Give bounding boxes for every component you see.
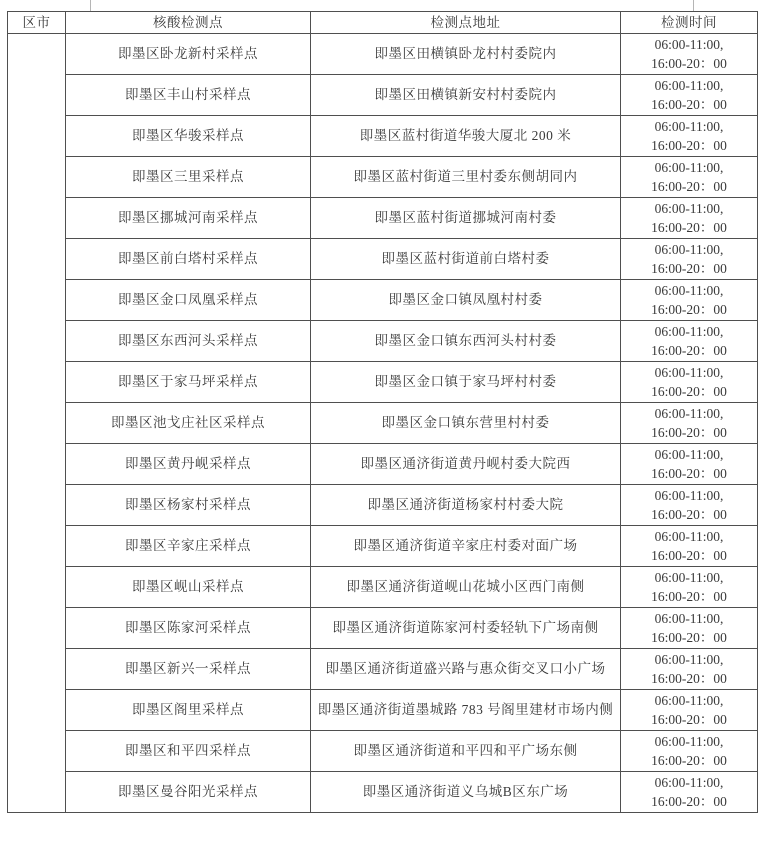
table-row <box>8 444 758 485</box>
site-cell: 即墨区东西河头采样点 <box>66 321 311 362</box>
time-line-2: 16:00-20：00 <box>651 220 727 235</box>
time-cell <box>621 198 758 239</box>
address-cell: 即墨区蓝村街道华骏大厦北 200 米 <box>311 116 621 157</box>
time-line-1: 06:00-11:00, <box>654 283 724 298</box>
time-line-1: 06:00-11:00, <box>654 529 724 544</box>
table-row <box>8 239 758 280</box>
address-cell: 即墨区金口镇东西河头村村委 <box>311 321 621 362</box>
table-row <box>8 485 758 526</box>
table-row <box>8 362 758 403</box>
site-cell: 即墨区金口凤凰采样点 <box>66 280 311 321</box>
site-cell: 即墨区阁里采样点 <box>66 690 311 731</box>
site-cell: 即墨区三里采样点 <box>66 157 311 198</box>
time-line-1: 06:00-11:00, <box>654 611 724 626</box>
address-cell: 即墨区蓝村街道挪城河南村委 <box>311 198 621 239</box>
testing-sites-table-wrapper <box>7 11 758 813</box>
time-line-1: 06:00-11:00, <box>654 570 724 585</box>
address-cell: 即墨区通济街道岘山花城小区西门南侧 <box>311 567 621 608</box>
table-row <box>8 198 758 239</box>
time-cell <box>621 731 758 772</box>
table-row <box>8 731 758 772</box>
site-cell: 即墨区杨家村采样点 <box>66 485 311 526</box>
address-cell: 即墨区通济街道和平四和平广场东侧 <box>311 731 621 772</box>
time-cell <box>621 362 758 403</box>
table-row <box>8 526 758 567</box>
address-cell: 即墨区通济街道墨城路 783 号阁里建材市场内侧 <box>311 690 621 731</box>
time-cell <box>621 239 758 280</box>
time-line-2: 16:00-20：00 <box>651 753 727 768</box>
table-body <box>8 34 758 813</box>
table-row <box>8 34 758 75</box>
table-row <box>8 649 758 690</box>
time-line-2: 16:00-20：00 <box>651 671 727 686</box>
time-cell <box>621 485 758 526</box>
time-cell <box>621 772 758 813</box>
time-line-1: 06:00-11:00, <box>654 406 724 421</box>
address-cell: 即墨区田横镇新安村村委院内 <box>311 75 621 116</box>
address-cell: 即墨区蓝村街道三里村委东侧胡同内 <box>311 157 621 198</box>
testing-sites-table <box>7 11 758 813</box>
site-cell: 即墨区陈家河采样点 <box>66 608 311 649</box>
time-line-2: 16:00-20：00 <box>651 589 727 604</box>
time-line-1: 06:00-11:00, <box>654 119 724 134</box>
time-line-2: 16:00-20：00 <box>651 466 727 481</box>
address-cell: 即墨区通济街道杨家村村委大院 <box>311 485 621 526</box>
time-cell <box>621 444 758 485</box>
time-line-2: 16:00-20：00 <box>651 425 727 440</box>
site-cell: 即墨区卧龙新村采样点 <box>66 34 311 75</box>
address-cell: 即墨区蓝村街道前白塔村委 <box>311 239 621 280</box>
table-row <box>8 157 758 198</box>
site-cell: 即墨区挪城河南采样点 <box>66 198 311 239</box>
time-line-1: 06:00-11:00, <box>654 201 724 216</box>
time-line-1: 06:00-11:00, <box>654 652 724 667</box>
address-cell: 即墨区金口镇东营里村村委 <box>311 403 621 444</box>
time-line-1: 06:00-11:00, <box>654 693 724 708</box>
site-cell: 即墨区曼谷阳光采样点 <box>66 772 311 813</box>
time-line-1: 06:00-11:00, <box>654 447 724 462</box>
header-district: 区市 <box>8 12 66 34</box>
table-row <box>8 321 758 362</box>
time-line-2: 16:00-20：00 <box>651 302 727 317</box>
time-cell <box>621 403 758 444</box>
table-row <box>8 690 758 731</box>
time-line-2: 16:00-20：00 <box>651 507 727 522</box>
site-cell: 即墨区丰山村采样点 <box>66 75 311 116</box>
time-line-2: 16:00-20：00 <box>651 179 727 194</box>
address-cell: 即墨区通济街道盛兴路与惠众街交叉口小广场 <box>311 649 621 690</box>
time-line-1: 06:00-11:00, <box>654 78 724 93</box>
table-row <box>8 608 758 649</box>
time-line-2: 16:00-20：00 <box>651 97 727 112</box>
time-line-2: 16:00-20：00 <box>651 548 727 563</box>
time-line-1: 06:00-11:00, <box>654 160 724 175</box>
time-line-2: 16:00-20：00 <box>651 343 727 358</box>
address-cell: 即墨区通济街道义乌城B区东广场 <box>311 772 621 813</box>
table-header <box>8 12 758 34</box>
time-cell <box>621 116 758 157</box>
time-cell <box>621 157 758 198</box>
time-cell <box>621 280 758 321</box>
time-line-1: 06:00-11:00, <box>654 365 724 380</box>
table-row <box>8 567 758 608</box>
time-cell <box>621 690 758 731</box>
address-cell: 即墨区田横镇卧龙村村委院内 <box>311 34 621 75</box>
time-line-2: 16:00-20：00 <box>651 384 727 399</box>
table-row <box>8 116 758 157</box>
table-row <box>8 75 758 116</box>
time-cell <box>621 34 758 75</box>
site-cell: 即墨区岘山采样点 <box>66 567 311 608</box>
time-cell <box>621 649 758 690</box>
time-cell <box>621 526 758 567</box>
address-cell: 即墨区通济街道黄丹岘村委大院西 <box>311 444 621 485</box>
table-row <box>8 403 758 444</box>
address-cell: 即墨区通济街道辛家庄村委对面广场 <box>311 526 621 567</box>
table-row <box>8 772 758 813</box>
site-cell: 即墨区辛家庄采样点 <box>66 526 311 567</box>
site-cell: 即墨区于家马坪采样点 <box>66 362 311 403</box>
address-cell: 即墨区通济街道陈家河村委轻轨下广场南侧 <box>311 608 621 649</box>
district-cell <box>8 34 66 813</box>
time-cell <box>621 321 758 362</box>
header-address: 检测点地址 <box>311 12 621 34</box>
table-row <box>8 280 758 321</box>
site-cell: 即墨区池戈庄社区采样点 <box>66 403 311 444</box>
time-cell <box>621 608 758 649</box>
time-line-1: 06:00-11:00, <box>654 324 724 339</box>
header-row <box>8 12 758 34</box>
time-cell <box>621 567 758 608</box>
site-cell: 即墨区黄丹岘采样点 <box>66 444 311 485</box>
site-cell: 即墨区新兴一采样点 <box>66 649 311 690</box>
time-line-2: 16:00-20：00 <box>651 794 727 809</box>
time-line-1: 06:00-11:00, <box>654 488 724 503</box>
time-line-1: 06:00-11:00, <box>654 37 724 52</box>
time-line-1: 06:00-11:00, <box>654 242 724 257</box>
time-line-2: 16:00-20：00 <box>651 712 727 727</box>
site-cell: 即墨区和平四采样点 <box>66 731 311 772</box>
time-line-1: 06:00-11:00, <box>654 734 724 749</box>
time-line-2: 16:00-20：00 <box>651 56 727 71</box>
site-cell: 即墨区华骏采样点 <box>66 116 311 157</box>
site-cell: 即墨区前白塔村采样点 <box>66 239 311 280</box>
header-time: 检测时间 <box>621 12 758 34</box>
top-tick-right <box>693 0 694 11</box>
time-line-2: 16:00-20：00 <box>651 630 727 645</box>
header-site: 核酸检测点 <box>66 12 311 34</box>
top-tick-left <box>90 0 91 11</box>
address-cell: 即墨区金口镇于家马坪村村委 <box>311 362 621 403</box>
address-cell: 即墨区金口镇凤凰村村委 <box>311 280 621 321</box>
time-line-1: 06:00-11:00, <box>654 775 724 790</box>
time-line-2: 16:00-20：00 <box>651 261 727 276</box>
time-line-2: 16:00-20：00 <box>651 138 727 153</box>
time-cell <box>621 75 758 116</box>
